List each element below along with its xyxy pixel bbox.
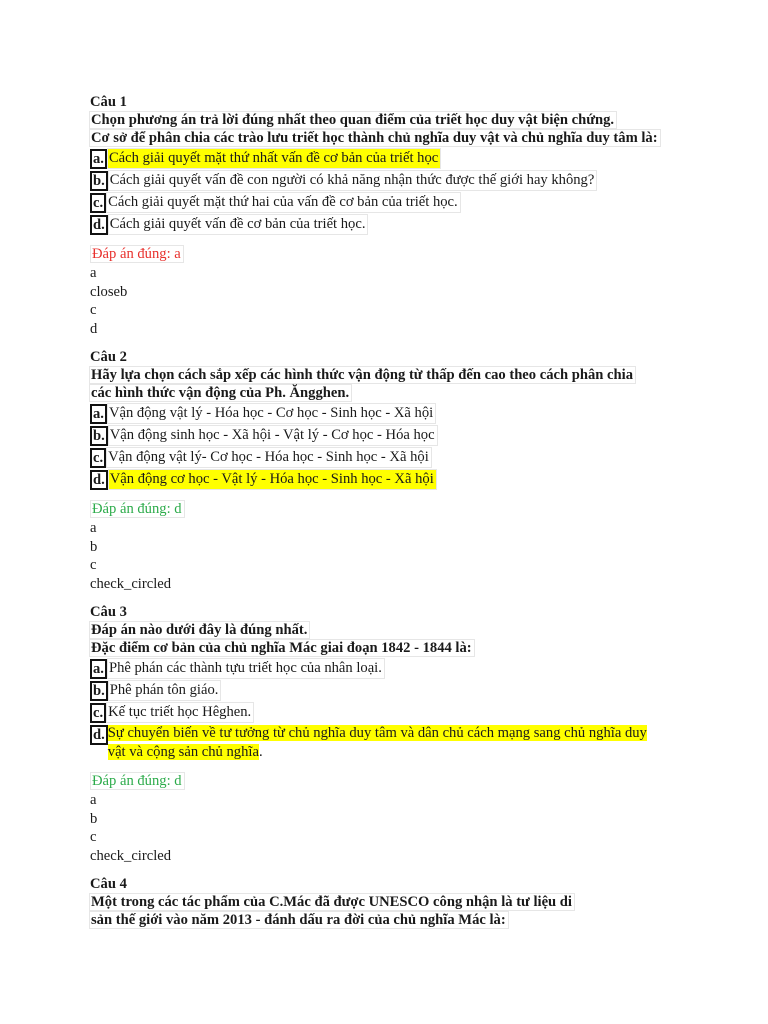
- question-text-line: sản thế giới vào năm 2013 - đánh dấu ra đời của chủ nghĩa Mác là:: [89, 911, 509, 929]
- choice-line: check_circled: [90, 575, 172, 592]
- choice-list: [90, 791, 690, 865]
- question-text: [90, 893, 690, 929]
- options-list: [90, 148, 690, 235]
- option-letter: c.: [90, 448, 106, 468]
- option-text-line: vật và cộng sản chủ nghĩa: [107, 744, 259, 760]
- question-4: [90, 875, 690, 929]
- option-b[interactable]: [90, 425, 690, 446]
- option-letter: a.: [90, 659, 107, 679]
- choice-line: c: [90, 557, 97, 573]
- option-text: Vận động sinh học - Xã hội - Vật lý - Cơ học - Hóa học: [108, 425, 438, 446]
- option-text: Cách giải quyết mặt thứ hai của vấn đề cơ bản của triết học.: [106, 192, 461, 213]
- option-text: Phê phán các thành tựu triết học của nhân loại.: [107, 658, 385, 679]
- question-text-line: Hãy lựa chọn cách sắp xếp các hình thức vận động từ thấp đến cao theo cách phân chia: [89, 366, 636, 384]
- option-a[interactable]: [90, 403, 690, 424]
- option-letter: d.: [90, 725, 108, 745]
- question-number: Câu 2: [90, 349, 127, 365]
- option-text: Phê phán tôn giáo.: [108, 680, 222, 701]
- choice-list: [90, 519, 690, 593]
- option-text-tail: .: [258, 744, 263, 760]
- quiz-content: [90, 93, 690, 939]
- question-text-line: Một trong các tác phẩm của C.Mác đã được UNESCO công nhận là tư liệu di: [89, 893, 575, 911]
- option-text: Kế tục triết học Hêghen.: [106, 702, 254, 723]
- option-text: Cách giải quyết mặt thứ nhất vấn đề cơ bản của triết học: [107, 148, 441, 169]
- answer-text: Đáp án đúng: d: [90, 772, 185, 790]
- option-b[interactable]: [90, 680, 690, 701]
- option-d[interactable]: [90, 469, 690, 490]
- option-letter: b.: [90, 681, 108, 701]
- question-text-line: Đặc điểm cơ bản của chủ nghĩa Mác giai đoạn 1842 - 1844 là:: [89, 639, 475, 657]
- option-c[interactable]: [90, 702, 690, 723]
- question-number: Câu 3: [90, 604, 127, 620]
- option-text: Vận động vật lý - Hóa học - Cơ học - Sinh học - Xã hội: [107, 403, 436, 424]
- option-text: [108, 724, 647, 762]
- question-text: [90, 111, 690, 147]
- choice-line: b: [90, 810, 98, 827]
- question-1: [90, 93, 690, 338]
- option-letter: d.: [90, 470, 108, 490]
- option-text: Vận động vật lý- Cơ học - Hóa học - Sinh học - Xã hội: [106, 447, 432, 468]
- option-text: Cách giải quyết vấn đề cơ bản của triết học.: [108, 214, 369, 235]
- choice-line: c: [90, 302, 97, 318]
- option-d[interactable]: [90, 724, 690, 762]
- question-text: [90, 366, 690, 402]
- option-letter: b.: [90, 171, 108, 191]
- option-text-line: Sự chuyển biến về tư tưởng từ chủ nghĩa duy tâm và dân chủ cách mạng sang chủ nghĩa duy: [107, 725, 647, 741]
- answer-line: [90, 245, 690, 264]
- choice-line: a: [90, 520, 97, 536]
- question-text-line: Cơ sở để phân chia các trào lưu triết học thành chủ nghĩa duy vật và chủ nghĩa duy tâm là:: [89, 129, 661, 147]
- option-letter: a.: [90, 149, 107, 169]
- option-letter: c.: [90, 193, 106, 213]
- answer-line: [90, 772, 690, 791]
- option-a[interactable]: [90, 148, 690, 169]
- question-number: Câu 4: [90, 876, 127, 892]
- option-letter: a.: [90, 404, 107, 424]
- question-text-line: Đáp án nào dưới đây là đúng nhất.: [89, 621, 310, 639]
- option-text: Cách giải quyết vấn đề con người có khả năng nhận thức được thế giới hay không?: [108, 170, 598, 191]
- answer-text: Đáp án đúng: d: [90, 500, 185, 518]
- question-3: [90, 603, 690, 865]
- option-text: Vận động cơ học - Vật lý - Hóa học - Sinh học - Xã hội: [108, 469, 437, 490]
- choice-line: b: [90, 538, 98, 555]
- choice-line: a: [90, 792, 97, 808]
- options-list: [90, 403, 690, 490]
- choice-line: d: [90, 320, 98, 337]
- option-a[interactable]: [90, 658, 690, 679]
- option-letter: c.: [90, 703, 106, 723]
- question-2: [90, 348, 690, 593]
- choice-line: c: [90, 829, 97, 845]
- choice-list: [90, 264, 690, 338]
- choice-line: check_circled: [90, 847, 172, 864]
- answer-line: [90, 500, 690, 519]
- answer-text: Đáp án đúng: a: [90, 245, 184, 263]
- choice-line: a: [90, 265, 97, 281]
- option-d[interactable]: [90, 214, 690, 235]
- choice-line: closeb: [90, 283, 128, 300]
- option-letter: d.: [90, 215, 108, 235]
- option-letter: b.: [90, 426, 108, 446]
- option-c[interactable]: [90, 447, 690, 468]
- question-text-line: Chọn phương án trả lời đúng nhất theo quan điểm của triết học duy vật biện chứng.: [89, 111, 617, 129]
- option-c[interactable]: [90, 192, 690, 213]
- option-b[interactable]: [90, 170, 690, 191]
- question-number: Câu 1: [90, 94, 127, 110]
- question-text-line: các hình thức vận động của Ph. Ăngghen.: [89, 384, 352, 402]
- options-list: [90, 658, 690, 762]
- question-text: [90, 621, 690, 657]
